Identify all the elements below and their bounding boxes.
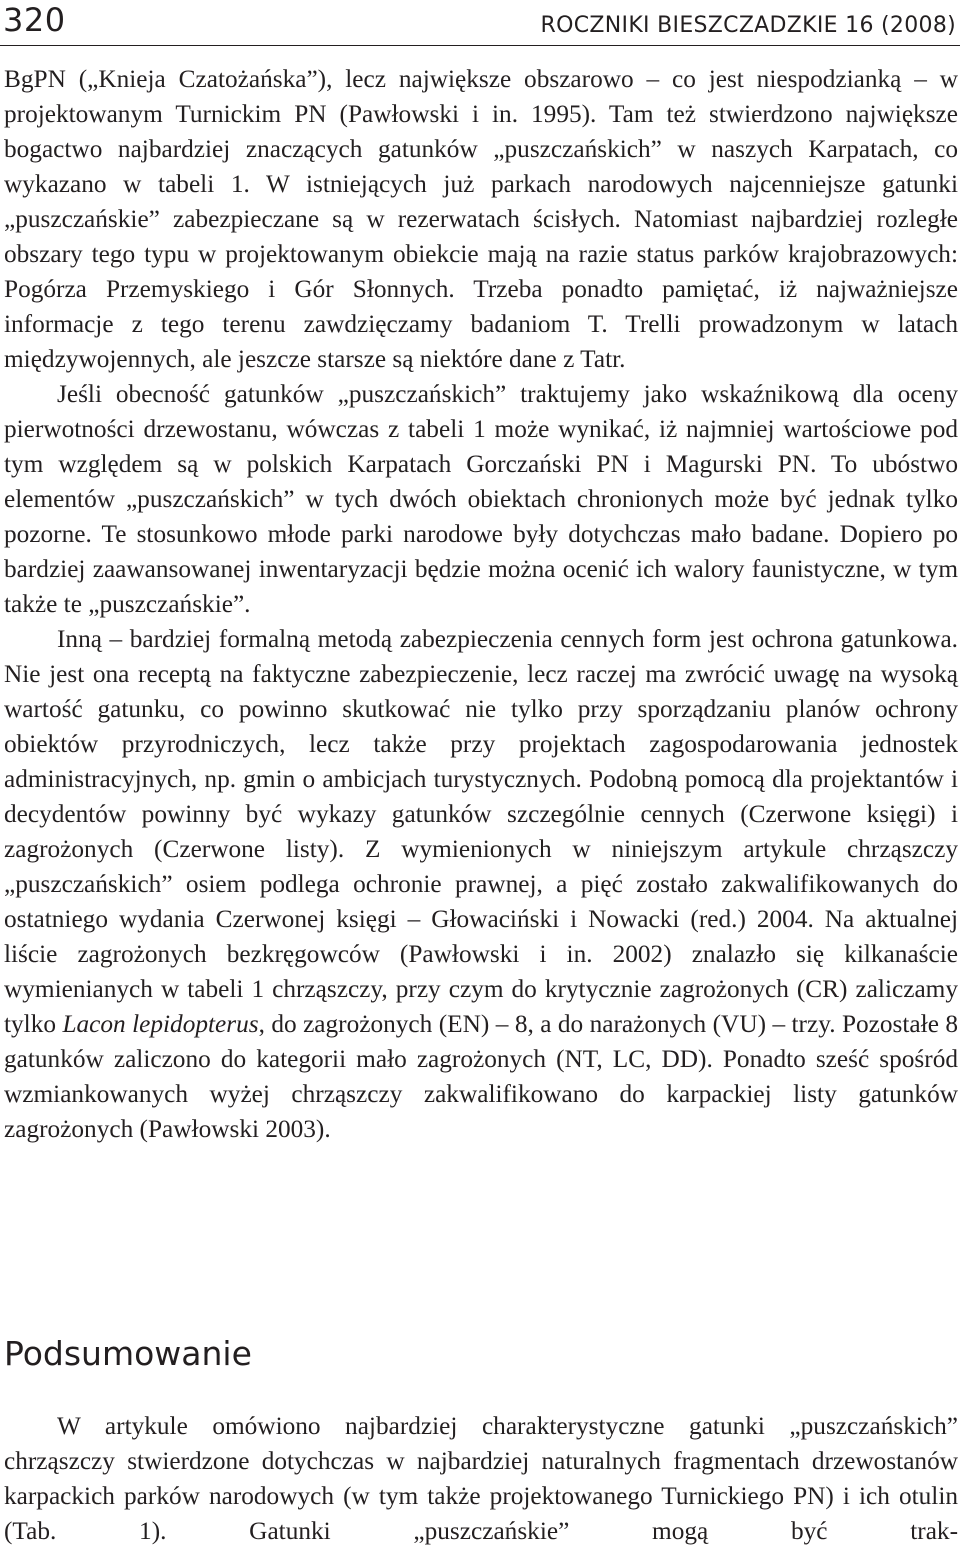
- page-number: 320: [3, 1, 66, 39]
- main-text: [4, 62, 958, 1147]
- body-paragraph-2: Jeśli obecność gatunków „puszczańskich” traktujemy jako wskaźnikową dla oceny pierwotności drzewostanu, wówczas z tabeli 1 może wynikać, iż najmniej wartościowe pod tym względem są w polskich Karpatach Gorczański PN i Magurski PN. To ubóstwo elementów „puszczańskich” w tych dwóch obiektach chronionych może być jednak tylko pozorne. Te stosunkowo młode parki narodowe były dotychczas mało badane. Dopiero po bardziej zaawansowanej inwentaryzacji będzie można ocenić ich walory faunistyczne, w tym także te „puszczańskie”.: [4, 380, 958, 618]
- summary-paragraph: W artykule omówiono najbardziej charakterystyczne gatunki „puszczańskich” chrząszczy stwierdzone dotychczas w najbardziej naturalnych fragmentach drzewostanów karpackich parków narodowych (w tym także projektowanego Turnickiego PN) i ich otulin (Tab. 1). Gatunki „puszczańskie” mogą być trak-: [4, 1412, 958, 1545]
- body-paragraph-1: BgPN („Knieja Czatożańska”), lecz największe obszarowo – co jest niespodzianką – w projektowanym Turnickim PN (Pawłowski i in. 1995). Tam też stwierdzono największe bogactwo najbardziej znaczących gatunków „puszczańskich” w naszych Karpatach, co wykazano w tabeli 1. W istniejących już parkach narodowych najcenniejsze gatunki „puszczańskie” zabezpieczane są w rezerwatach ścisłych. Natomiast najbardziej rozległe obszary tego typu w projektowanym obiekcie mają na razie status parków krajobrazowych: Pogórza Przemyskiego i Gór Słonnych. Trzeba ponadto pamiętać, iż najważniejsze informacje z tego terenu zawdzięczamy badaniom T. Trelli prowadzonym w latach międzywojennych, ale jeszcze starsze są niektóre dane z Tatr.: [4, 65, 958, 373]
- body-paragraph-3-text-b: , do zagrożonych (EN) – 8, a do narażonych (VU) – trzy. Pozostałe 8 gatunków zaliczono do kategorii mało zagrożonych (NT, LC, DD). Ponadto sześć spośród wzmiankowanych wyżej chrząszczy zakwalifikowano do karpackiej listy gatunków zagrożonych (Pawłowski 2003).: [4, 1010, 959, 1143]
- summary-section: [4, 1409, 958, 1549]
- body-paragraph-3-text-a: Inną – bardziej formalną metodą zabezpieczenia cennych form jest ochrona gatunkowa. Nie jest ona receptą na faktyczne zabezpieczenie, lecz raczej ma zwrócić uwagę na wysoką wartość gatunku, co powinno skutkować nie tylko przy sporządzaniu planów ochrony obiektów przyrodniczych, lecz także przy projektach zagospodarowania jednostek administracyjnych, np. gmin o ambicjach turystycznych. Podobną pomocą dla projektantów i decydentów powinny być wykazy gatunków szczególnie cennych (Czerwone księgi) i zagrożonych (Czerwone listy). Z wymienionych w niniejszym artykule chrząszczy „puszczańskich” osiem podlega ochronie prawnej, a pięć zostało zakwalifikowanych do ostatniego wydania Czerwonej księgi – Głowaciński i Nowacki (red.) 2004. Na aktualnej liście zagrożonych bezkręgowców (Pawłowski i in. 2002) znalazło się kilkanaście wymienianych w tabeli 1 chrząszczy, przy czym do krytycznie zagrożonych (CR) zaliczamy tylko: [4, 625, 958, 1038]
- section-heading-summary: Podsumowanie: [4, 1334, 252, 1373]
- body-paragraph-3: [4, 622, 958, 1147]
- header-rule: [0, 45, 960, 46]
- species-name-lacon-lepidopterus: Lacon lepidopterus: [62, 1010, 259, 1038]
- running-title: ROCZNIKI BIESZCZADZKIE 16 (2008): [540, 13, 956, 38]
